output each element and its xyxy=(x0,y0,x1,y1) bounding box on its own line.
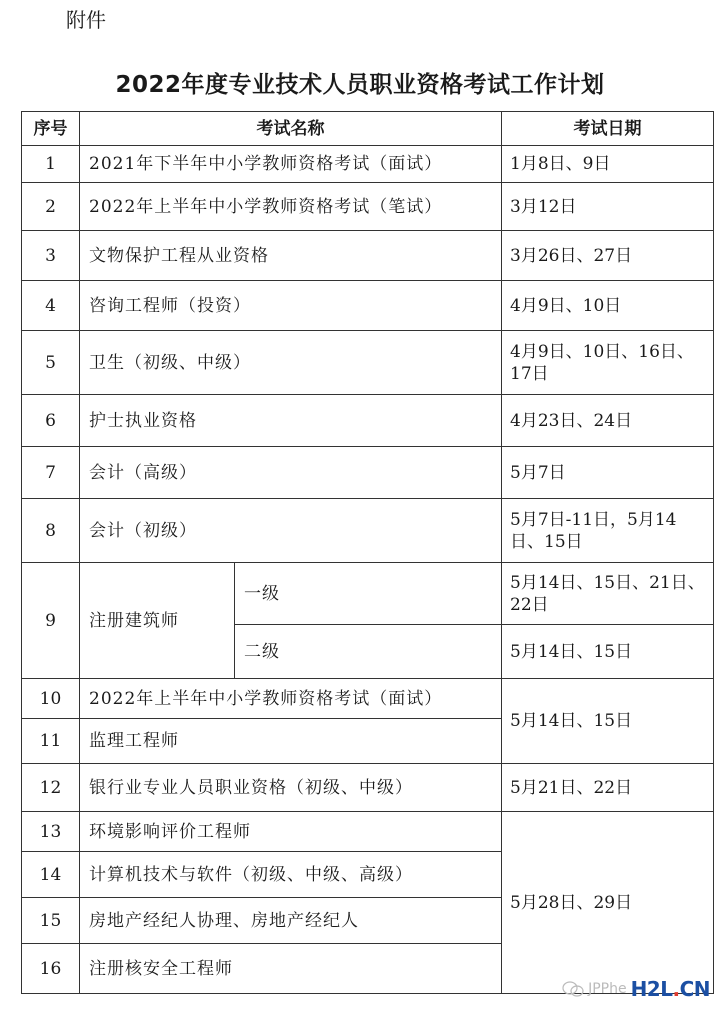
row-date: 3月26日、27日 xyxy=(502,231,714,281)
row-no: 12 xyxy=(22,764,80,812)
row-date: 5月7日-11日，5月14日、15日 xyxy=(502,499,714,563)
page-title: 2022年度专业技术人员职业资格考试工作计划 xyxy=(115,72,605,98)
watermark-text: JPPhe xyxy=(588,981,627,997)
table-row xyxy=(22,331,714,395)
table-row xyxy=(22,395,714,447)
row-name: 注册核安全工程师 xyxy=(80,944,502,994)
row-no: 16 xyxy=(22,944,80,994)
row-no: 10 xyxy=(22,679,80,719)
row-date: 5月14日、15日、21日、22日 xyxy=(502,563,714,625)
row-name: 文物保护工程从业资格 xyxy=(80,231,502,281)
row-name: 银行业专业人员职业资格（初级、中级） xyxy=(80,764,502,812)
row-date: 5月28日、29日 xyxy=(502,812,714,994)
exam-schedule-table xyxy=(21,111,714,994)
watermark xyxy=(562,977,710,1001)
row-no: 15 xyxy=(22,898,80,944)
row-name: 监理工程师 xyxy=(80,719,502,764)
row-date: 4月23日、24日 xyxy=(502,395,714,447)
logo-tld: CN xyxy=(679,977,710,1001)
row-no: 4 xyxy=(22,281,80,331)
header-date: 考试日期 xyxy=(502,112,714,146)
row-date: 5月14日、15日 xyxy=(502,625,714,679)
row-name: 卫生（初级、中级） xyxy=(80,331,502,395)
site-logo xyxy=(631,977,710,1001)
row-name: 护士执业资格 xyxy=(80,395,502,447)
row-no: 6 xyxy=(22,395,80,447)
row-no: 1 xyxy=(22,146,80,183)
table-header-row xyxy=(22,112,714,146)
row-no: 9 xyxy=(22,563,80,679)
row-name: 计算机技术与软件（初级、中级、高级） xyxy=(80,852,502,898)
row-date: 5月7日 xyxy=(502,447,714,499)
row-date: 1月8日、9日 xyxy=(502,146,714,183)
row-no: 3 xyxy=(22,231,80,281)
row-name: 会计（初级） xyxy=(80,499,502,563)
table-row xyxy=(22,281,714,331)
table-row xyxy=(22,764,714,812)
row-date: 3月12日 xyxy=(502,183,714,231)
row-name: 环境影响评价工程师 xyxy=(80,812,502,852)
row-no: 2 xyxy=(22,183,80,231)
row-sub-level: 一级 xyxy=(235,563,502,625)
row-no: 5 xyxy=(22,331,80,395)
row-name: 2021年下半年中小学教师资格考试（面试） xyxy=(80,146,502,183)
row-no: 14 xyxy=(22,852,80,898)
row-date: 4月9日、10日、16日、17日 xyxy=(502,331,714,395)
attachment-label: 附件 xyxy=(66,8,106,32)
table-row xyxy=(22,812,714,852)
table-row xyxy=(22,563,714,625)
row-date: 5月14日、15日 xyxy=(502,679,714,764)
row-name: 2022年上半年中小学教师资格考试（面试） xyxy=(80,679,502,719)
header-no: 序号 xyxy=(22,112,80,146)
row-no: 11 xyxy=(22,719,80,764)
row-name: 会计（高级） xyxy=(80,447,502,499)
row-sub-level: 二级 xyxy=(235,625,502,679)
row-name: 房地产经纪人协理、房地产经纪人 xyxy=(80,898,502,944)
row-date: 4月9日、10日 xyxy=(502,281,714,331)
row-no: 7 xyxy=(22,447,80,499)
table-row xyxy=(22,183,714,231)
table-row xyxy=(22,146,714,183)
table-row xyxy=(22,231,714,281)
row-name: 注册建筑师 xyxy=(80,563,235,679)
row-no: 8 xyxy=(22,499,80,563)
table-row xyxy=(22,499,714,563)
logo-dot: . xyxy=(672,977,680,1001)
logo-main: H2L xyxy=(630,977,673,1001)
table-row xyxy=(22,447,714,499)
row-date: 5月21日、22日 xyxy=(502,764,714,812)
row-no: 13 xyxy=(22,812,80,852)
row-name: 2022年上半年中小学教师资格考试（笔试） xyxy=(80,183,502,231)
header-name: 考试名称 xyxy=(80,112,502,146)
wechat-icon xyxy=(562,981,584,997)
table-row xyxy=(22,679,714,719)
row-name: 咨询工程师（投资） xyxy=(80,281,502,331)
